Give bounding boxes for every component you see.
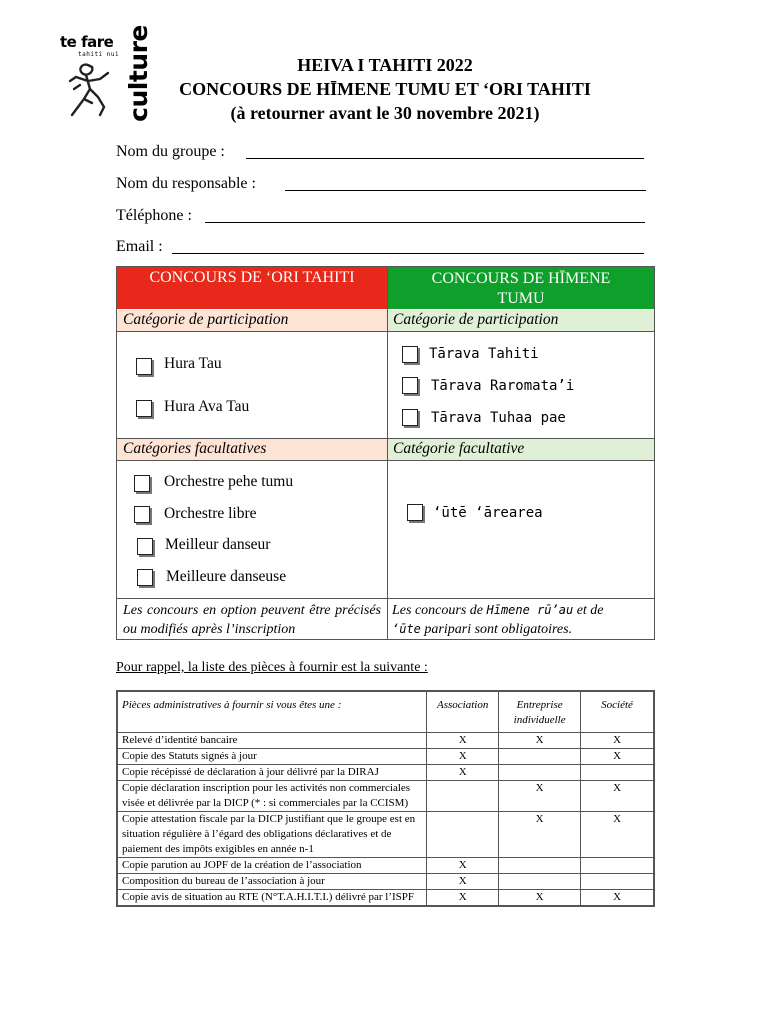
societe-mark [581,858,654,874]
pieces-header-association: Association [427,692,499,733]
table-row [118,858,654,874]
te-fare-logo [60,25,152,125]
piece-label: Copie récépissé de déclaration à jour délivré par la DIRAJ [118,765,427,781]
tarava-raromatai-label: Tārava Raromata’i [431,378,575,394]
piece-label: Copie avis de situation au RTE (N°T.A.H.I.T.I.) délivré par l’ISPF [118,890,427,906]
entreprise-mark: X [499,733,581,749]
himene-optional-category-label: Catégorie facultative [388,439,654,460]
note-mono-ute: ‘ūte [392,622,421,636]
table-row [118,749,654,765]
entreprise-mark [499,874,581,890]
orchestre-libre-checkbox[interactable] [134,506,150,523]
orchestre-libre-label: Orchestre libre [164,505,257,522]
entreprise-mark: X [499,812,581,858]
logo-text-te-fare: te fare [60,33,114,51]
ori-header: CONCOURS DE ‘ORI TAHITI [117,267,387,309]
entreprise-mark [499,858,581,874]
field-label: Email : [116,238,163,255]
logo-text-tahiti-nui: tahiti nui [78,51,120,58]
divider [117,331,654,332]
meilleure-danseuse-checkbox[interactable] [137,569,153,586]
himene-header-line1: CONCOURS DE HĪMENE [431,270,611,287]
societe-mark: X [581,733,654,749]
association-mark: X [427,749,499,765]
field-group-name [116,143,225,161]
pieces-header-societe: Société [581,692,654,733]
pieces-header-row [118,692,654,733]
ori-category-label: Catégorie de participation [117,310,387,331]
ori-note: Les concours en option peuvent être précisés ou modifiés après l’inscription [123,603,381,637]
tarava-tuhaa-pae-label: Tārava Tuhaa pae [431,410,566,426]
divider [117,460,654,461]
association-mark: X [427,858,499,874]
hura-ava-tau-checkbox[interactable] [136,400,152,417]
hura-tau-label: Hura Tau [164,355,222,372]
tarava-raromatai-checkbox[interactable] [402,377,418,394]
piece-label: Relevé d’identité bancaire [118,733,427,749]
field-phone [116,207,192,225]
association-mark: X [427,765,499,781]
piece-label: Copie déclaration inscription pour les activités non commerciales visée et délivrée par la DICP (* : si commerciales par la CCISM) [118,781,427,812]
reminder-text: Pour rappel, la liste des pièces à fournir est la suivante : [116,660,428,675]
field-label: Nom du responsable : [116,175,256,192]
column-divider [387,267,388,639]
table-row [118,781,654,812]
association-mark: X [427,890,499,906]
phone-input-line[interactable] [205,222,645,223]
pieces-header-label: Pièces administratives à fournir si vous êtes une : [118,692,427,733]
pieces-table [116,690,655,907]
group-name-input-line[interactable] [246,158,644,159]
field-label: Téléphone : [116,207,192,224]
meilleur-danseur-label: Meilleur danseur [165,536,271,553]
hura-ava-tau-label: Hura Ava Tau [164,398,250,415]
meilleure-danseuse-label: Meilleure danseuse [166,568,287,585]
title-line-3: (à retourner avant le 30 novembre 2021) [230,103,540,123]
societe-mark: X [581,812,654,858]
orchestre-pehe-tumu-checkbox[interactable] [134,475,150,492]
entreprise-mark [499,765,581,781]
table-row [118,765,654,781]
piece-label: Copie attestation fiscale par la DICP justifiant que le groupe est en situation régulière à l’égard des obligations déclaratives et de paiement des impôts exigibles en année n-1 [118,812,427,858]
field-email [116,238,163,256]
piece-label: Copie des Statuts signés à jour [118,749,427,765]
hura-tau-checkbox[interactable] [136,358,152,375]
tarava-tahiti-label: Tārava Tahiti [429,346,539,362]
himene-category-label: Catégorie de participation [388,310,654,331]
table-row [118,890,654,906]
societe-mark [581,765,654,781]
association-mark [427,812,499,858]
association-mark: X [427,874,499,890]
himene-note [392,601,650,639]
association-mark [427,781,499,812]
himene-header-line2: TUMU [497,290,545,307]
himene-header [388,267,654,309]
note-mono-himene-ruau: Hīmene rū’au [486,603,574,617]
pieces-header-entreprise: Entreprise individuelle [499,692,581,733]
piece-label: Composition du bureau de l’association à jour [118,874,427,890]
societe-mark: X [581,890,654,906]
note-text: Les concours de [392,603,487,618]
societe-mark [581,874,654,890]
tiki-figure-icon [66,59,116,121]
entreprise-mark [499,749,581,765]
table-row [118,812,654,858]
orchestre-pehe-tumu-label: Orchestre pehe tumu [164,473,294,490]
field-label: Nom du groupe : [116,143,225,160]
societe-mark: X [581,749,654,765]
divider [117,598,654,599]
logo-culture-vertical [124,25,152,123]
ute-arearea-label: ‘ūtē ‘ārearea [433,505,543,521]
ori-optional-category-label: Catégories facultatives [117,439,387,460]
entreprise-mark: X [499,890,581,906]
note-text: paripari sont obligatoires. [420,622,573,637]
ute-arearea-checkbox[interactable] [407,504,423,521]
table-row [118,733,654,749]
email-input-line[interactable] [172,253,644,254]
title-line-1: HEIVA I TAHITI 2022 [297,55,473,75]
table-row [118,874,654,890]
meilleur-danseur-checkbox[interactable] [137,538,153,555]
responsible-input-line[interactable] [285,190,646,191]
tarava-tuhaa-pae-checkbox[interactable] [402,409,418,426]
logo-text-culture: culture [123,25,153,122]
title-line-2: CONCOURS DE HĪMENE TUMU ET ‘ORI TAHITI [179,79,591,99]
tarava-tahiti-checkbox[interactable] [402,346,418,363]
competition-table [116,266,655,640]
field-responsible [116,175,256,193]
societe-mark: X [581,781,654,812]
note-text: et de [573,603,604,618]
entreprise-mark: X [499,781,581,812]
association-mark: X [427,733,499,749]
piece-label: Copie parution au JOPF de la création de l’association [118,858,427,874]
